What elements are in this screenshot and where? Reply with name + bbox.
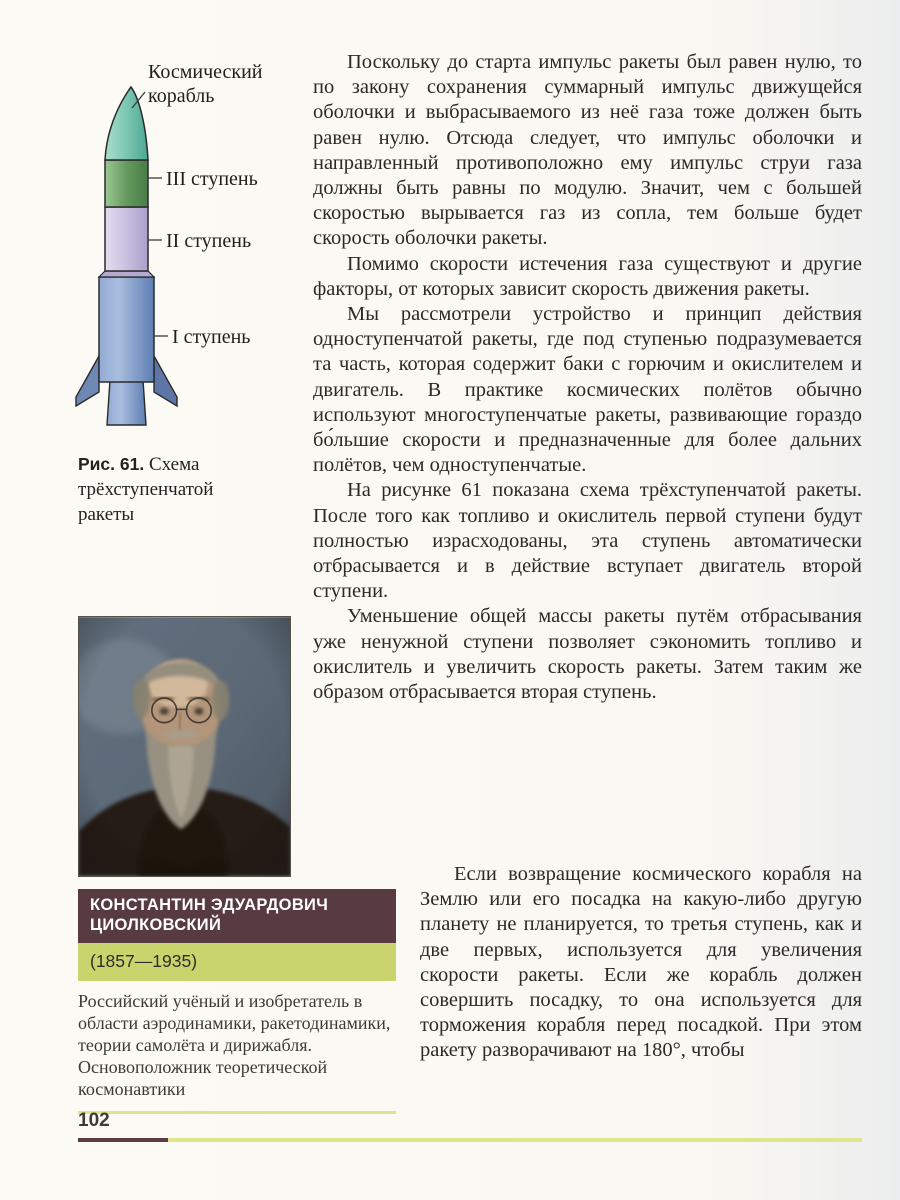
scientist-name: КОНСТАНТИН ЭДУАРДОВИЧ ЦИОЛКОВСКИЙ [78,889,396,943]
tsiolkovsky-portrait [78,616,291,877]
rocket-fin-left [76,356,99,406]
body-paragraph-wrapped: Если возвращение космического корабля на Землю или его посадка на какую-либо другую планету не планируется, то третья ступень, как и две первых, используется для увеличения скорости ракеты. Если же корабль должен совершить посадку, то она используется для торможения корабля перед посадкой. При этом ракету разворачивают на 180°, чтобы [420,863,862,1062]
rocket-stage2-body [105,207,148,271]
body-paragraph: Поскольку до старта импульс ракеты был равен нулю, то по закону сохранения суммарный импульс движущейся оболочки и выбрасываемого из неё газа тоже должен быть равен нулю. Отсюда следует, что импульс оболочки и направленный противоположно ему импульс струи газа должны быть равны по модулю. Значит, чем с большей скоростью вырывается газ из сопла, тем больше будет скорость оболочки ракеты. [313,51,862,250]
rocket-fin-right [154,356,177,406]
scientist-infobox [78,889,396,1114]
figure-caption [78,452,268,527]
label-spacecraft-line2: корабль [148,85,215,107]
rocket-nozzle [107,380,146,425]
body-paragraph: На рисунке 61 показана схема трёхступенчатой ракеты. После того как топливо и окислитель первой ступени будут полностью израсходованы, эта ступень автоматически отбрасывается и в действие вступает двигатель второй ступени. [313,479,862,603]
three-stage-rocket-diagram [60,40,300,460]
scientist-bio: Российский учёный и изобретатель в области аэродинамики, ракетодинамики, теории самолёта и дирижабля. Основоположник теоретической космонавтики [78,991,391,1099]
infobox-bottom-rule [78,1111,396,1114]
body-paragraph: Мы рассмотрели устройство и принцип действия одноступенчатой ракеты, где под ступенью подразумевается та часть, которая содержит баки с горючим и окислителем и двигатель. В практике космических полётов обычно используют многоступенчатые ракеты, развивающие гораздо бо́льшие скорости и предназначенные для более дальних полётов, чем одноступенчатые. [313,303,862,477]
footer-rule [78,1138,862,1142]
label-stage2: II ступень [166,230,252,252]
body-paragraph: Уменьшение общей массы ракеты путём отбрасывания уже ненужной ступени позволяет сэкономить топливо и окислитель и увеличить скорость ракеты. Затем таким же образом отбрасывается вторая ступень. [313,605,862,704]
wrapped-text-column [420,862,862,1064]
main-text-column [313,50,862,705]
body-paragraph: Помимо скорости истечения газа существуют и другие факторы, от которых зависит скорость движения ракеты. [313,252,862,300]
label-spacecraft-line1: Космический [148,61,263,83]
scientist-years: (1857—1935) [78,943,396,981]
figure-caption-text: Схема трёхступенчатой ракеты [78,454,214,525]
figure-caption-number: Рис. 61. [78,454,145,474]
label-stage3: III ступень [166,168,258,190]
label-stage1: I ступень [172,326,251,348]
rocket-interstage [99,271,154,277]
page-number: 102 [78,1110,110,1131]
rocket-stage1-body [99,277,154,382]
rocket-nose-cone [105,87,148,160]
rocket-stage3-body [105,160,148,207]
